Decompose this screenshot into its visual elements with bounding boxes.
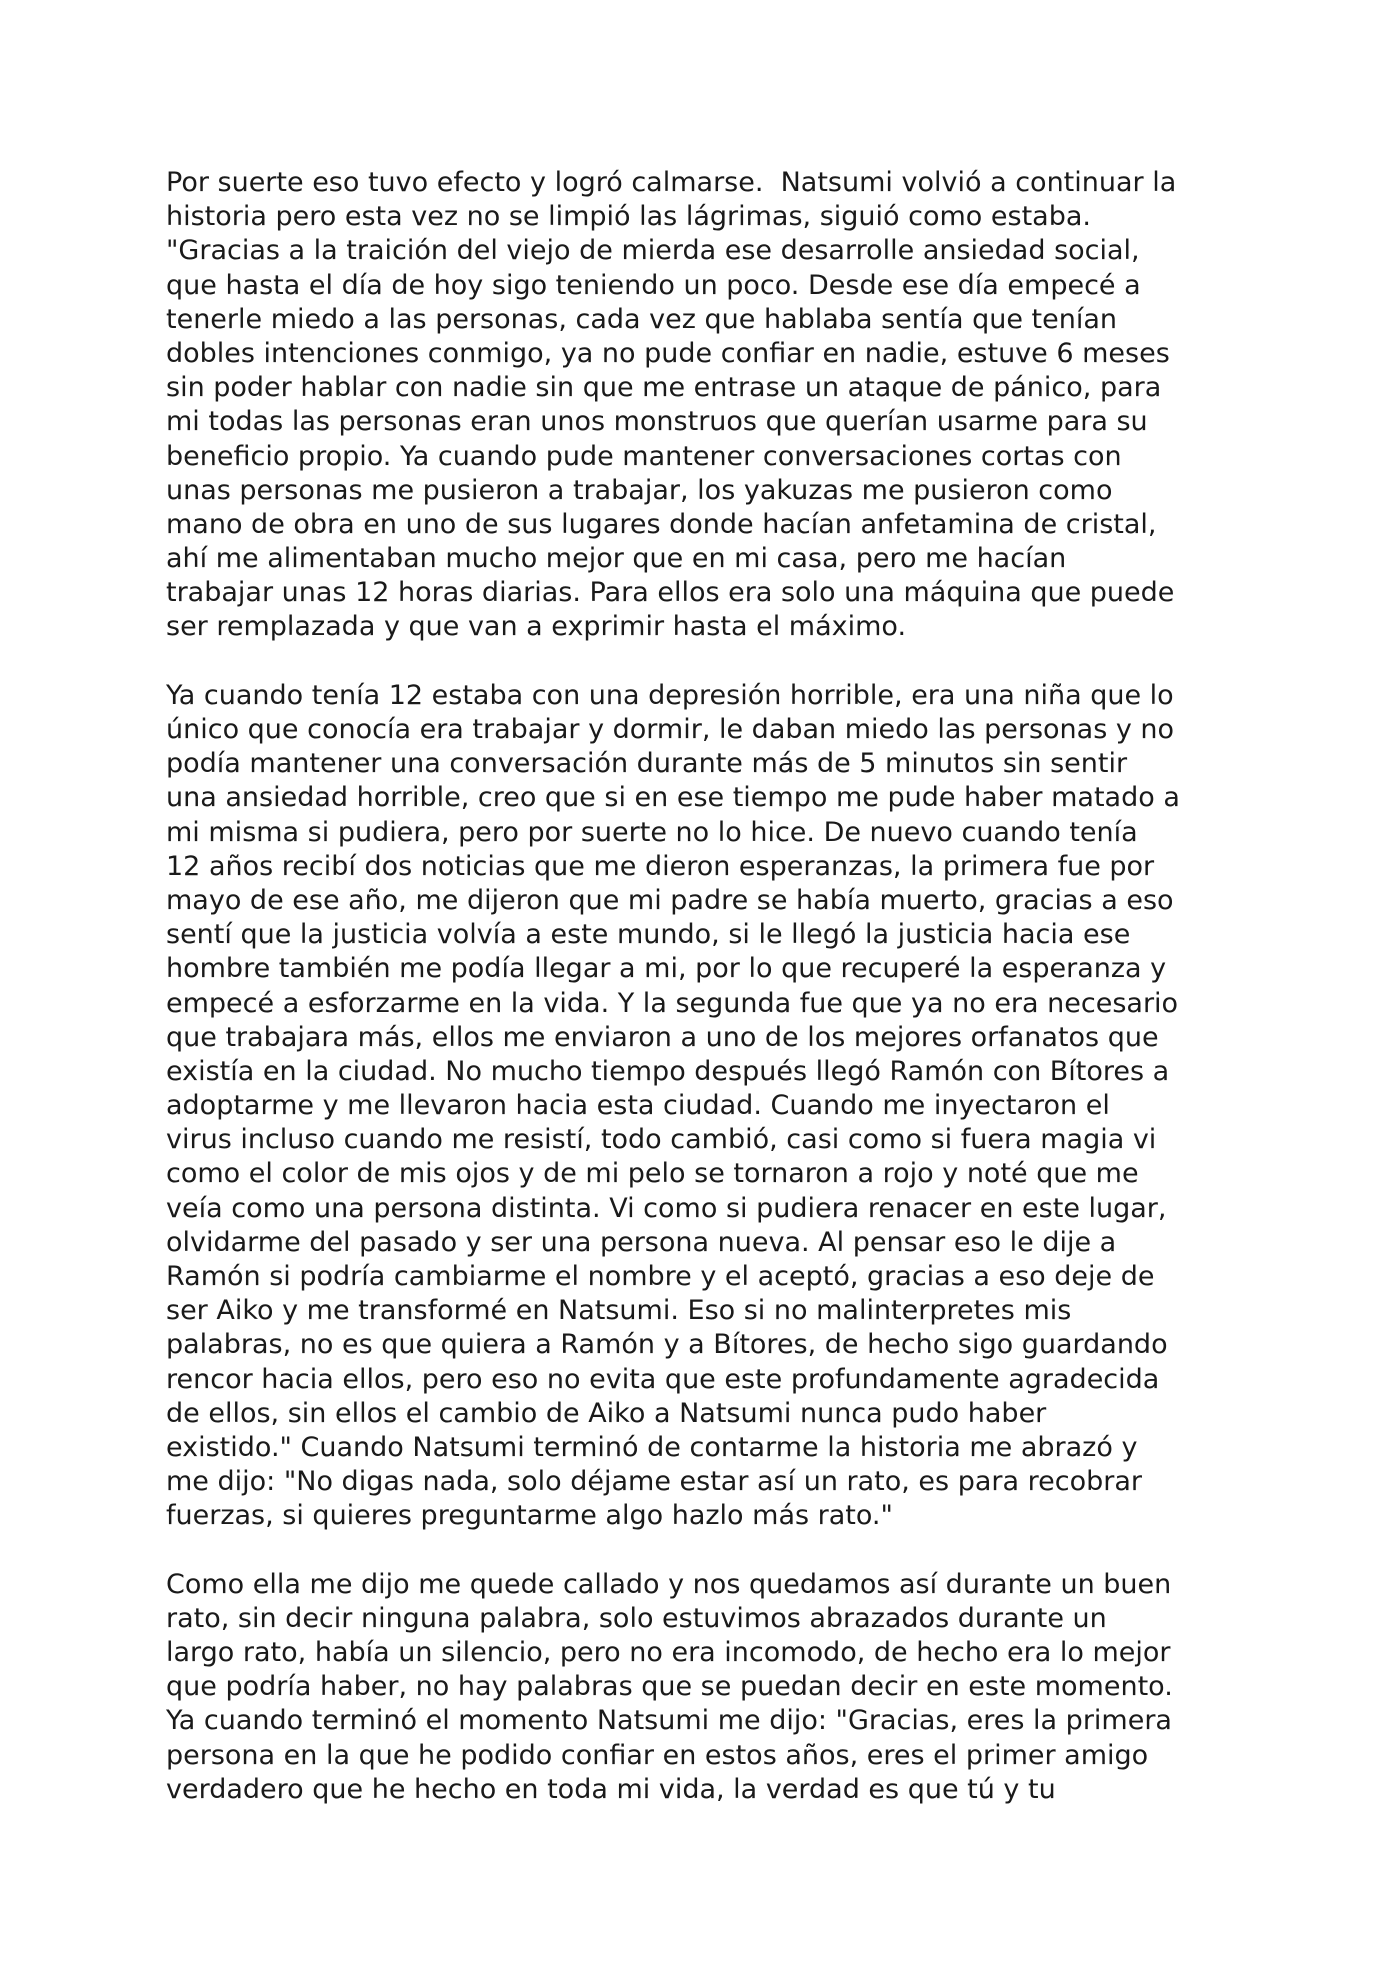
- text-line: existía en la ciudad. No mucho tiempo después llegó Ramón con Bítores a: [166, 1055, 1170, 1087]
- paragraph-2: [166, 679, 1246, 1534]
- text-line: olvidarme del pasado y ser una persona nueva. Al pensar eso le dije a: [166, 1226, 1117, 1258]
- text-line: rencor hacia ellos, pero eso no evita que este profundamente agradecida: [166, 1363, 1160, 1395]
- text-line: mayo de ese año, me dijeron que mi padre se había muerto, gracias a eso: [166, 884, 1174, 916]
- text-line: historia pero esta vez no se limpió las lágrimas, siguió como estaba.: [166, 201, 1091, 233]
- text-line: fuerzas, si quieres preguntarme algo hazlo más rato.": [166, 1500, 893, 1532]
- text-line: ser remplazada y que van a exprimir hasta el máximo.: [166, 611, 907, 643]
- text-line: unas personas me pusieron a trabajar, los yakuzas me pusieron como: [166, 474, 1113, 506]
- text-line: ahí me alimentaban mucho mejor que en mi casa, pero me hacían: [166, 543, 1067, 575]
- text-line: ser Aiko y me transformé en Natsumi. Eso si no malinterpretes mis: [166, 1295, 1072, 1327]
- text-line: "Gracias a la traición del viejo de mierda ese desarrolle ansiedad social,: [166, 235, 1140, 267]
- text-line: una ansiedad horrible, creo que si en ese tiempo me pude haber matado a: [166, 782, 1180, 814]
- text-line: adoptarme y me llevaron hacia esta ciudad. Cuando me inyectaron el: [166, 1090, 1110, 1122]
- paragraph-1: [166, 166, 1246, 645]
- text-line: empecé a esforzarme en la vida. Y la segunda fue que ya no era necesario: [166, 987, 1179, 1019]
- text-line: que trabajara más, ellos me enviaron a uno de los mejores orfanatos que: [166, 1021, 1159, 1053]
- text-line: Ya cuando terminó el momento Natsumi me dijo: "Gracias, eres la primera: [166, 1705, 1172, 1737]
- text-line: sentí que la justicia volvía a este mundo, si le llegó la justicia hacia ese: [166, 919, 1131, 951]
- text-line: que hasta el día de hoy sigo teniendo un poco. Desde ese día empecé a: [166, 269, 1141, 301]
- text-line: verdadero que he hecho en toda mi vida, la verdad es que tú y tu: [166, 1773, 1056, 1805]
- body-text: [166, 166, 1246, 1807]
- text-line: tenerle miedo a las personas, cada vez que hablaba sentía que tenían: [166, 303, 1117, 335]
- text-line: mi todas las personas eran unos monstruos que querían usarme para su: [166, 406, 1148, 438]
- text-line: mi misma si pudiera, pero por suerte no lo hice. De nuevo cuando tenía: [166, 816, 1138, 848]
- text-line: trabajar unas 12 horas diarias. Para ellos era solo una máquina que puede: [166, 577, 1175, 609]
- text-line: Ramón si podría cambiarme el nombre y el aceptó, gracias a eso deje de: [166, 1261, 1155, 1292]
- text-line: largo rato, había un silencio, pero no era incomodo, de hecho era lo mejor: [166, 1637, 1171, 1669]
- text-line: Ya cuando tenía 12 estaba con una depresión horrible, era una niña que lo: [166, 679, 1174, 711]
- paragraph-3: [166, 1568, 1246, 1807]
- text-line: único que conocía era trabajar y dormir, le daban miedo las personas y no: [166, 714, 1175, 745]
- text-line: Como ella me dijo me quede callado y nos quedamos así durante un buen: [166, 1568, 1172, 1600]
- text-line: dobles intenciones conmigo, ya no pude confiar en nadie, estuve 6 meses: [166, 337, 1170, 369]
- text-line: me dijo: "No digas nada, solo déjame estar así un rato, es para recobrar: [166, 1466, 1142, 1498]
- text-line: veía como una persona distinta. Vi como si pudiera renacer en este lugar,: [166, 1192, 1167, 1224]
- text-line: Por suerte eso tuvo efecto y logró calmarse. Natsumi volvió a continuar la: [166, 167, 1177, 198]
- text-line: de ellos, sin ellos el cambio de Aiko a Natsumi nunca pudo haber: [166, 1397, 1047, 1429]
- text-line: beneficio propio. Ya cuando pude mantener conversaciones cortas con: [166, 440, 1122, 472]
- text-line: como el color de mis ojos y de mi pelo se tornaron a rojo y noté que me: [166, 1158, 1139, 1190]
- text-line: existido." Cuando Natsumi terminó de contarme la historia me abrazó y: [166, 1431, 1138, 1463]
- text-line: 12 años recibí dos noticias que me dieron esperanzas, la primera fue por: [166, 850, 1155, 882]
- text-line: podía mantener una conversación durante más de 5 minutos sin sentir: [166, 748, 1128, 780]
- text-line: palabras, no es que quiera a Ramón y a Bítores, de hecho sigo guardando: [166, 1329, 1168, 1361]
- text-line: sin poder hablar con nadie sin que me entrase un ataque de pánico, para: [166, 372, 1162, 404]
- text-line: rato, sin decir ninguna palabra, solo estuvimos abrazados durante un: [166, 1602, 1107, 1634]
- text-line: persona en la que he podido confiar en estos años, eres el primer amigo: [166, 1739, 1149, 1771]
- text-line: hombre también me podía llegar a mi, por lo que recuperé la esperanza y: [166, 953, 1167, 985]
- text-line: virus incluso cuando me resistí, todo cambió, casi como si fuera magia vi: [166, 1124, 1157, 1156]
- text-line: que podría haber, no hay palabras que se puedan decir en este momento.: [166, 1671, 1173, 1703]
- text-line: mano de obra en uno de sus lugares donde hacían anfetamina de cristal,: [166, 508, 1157, 540]
